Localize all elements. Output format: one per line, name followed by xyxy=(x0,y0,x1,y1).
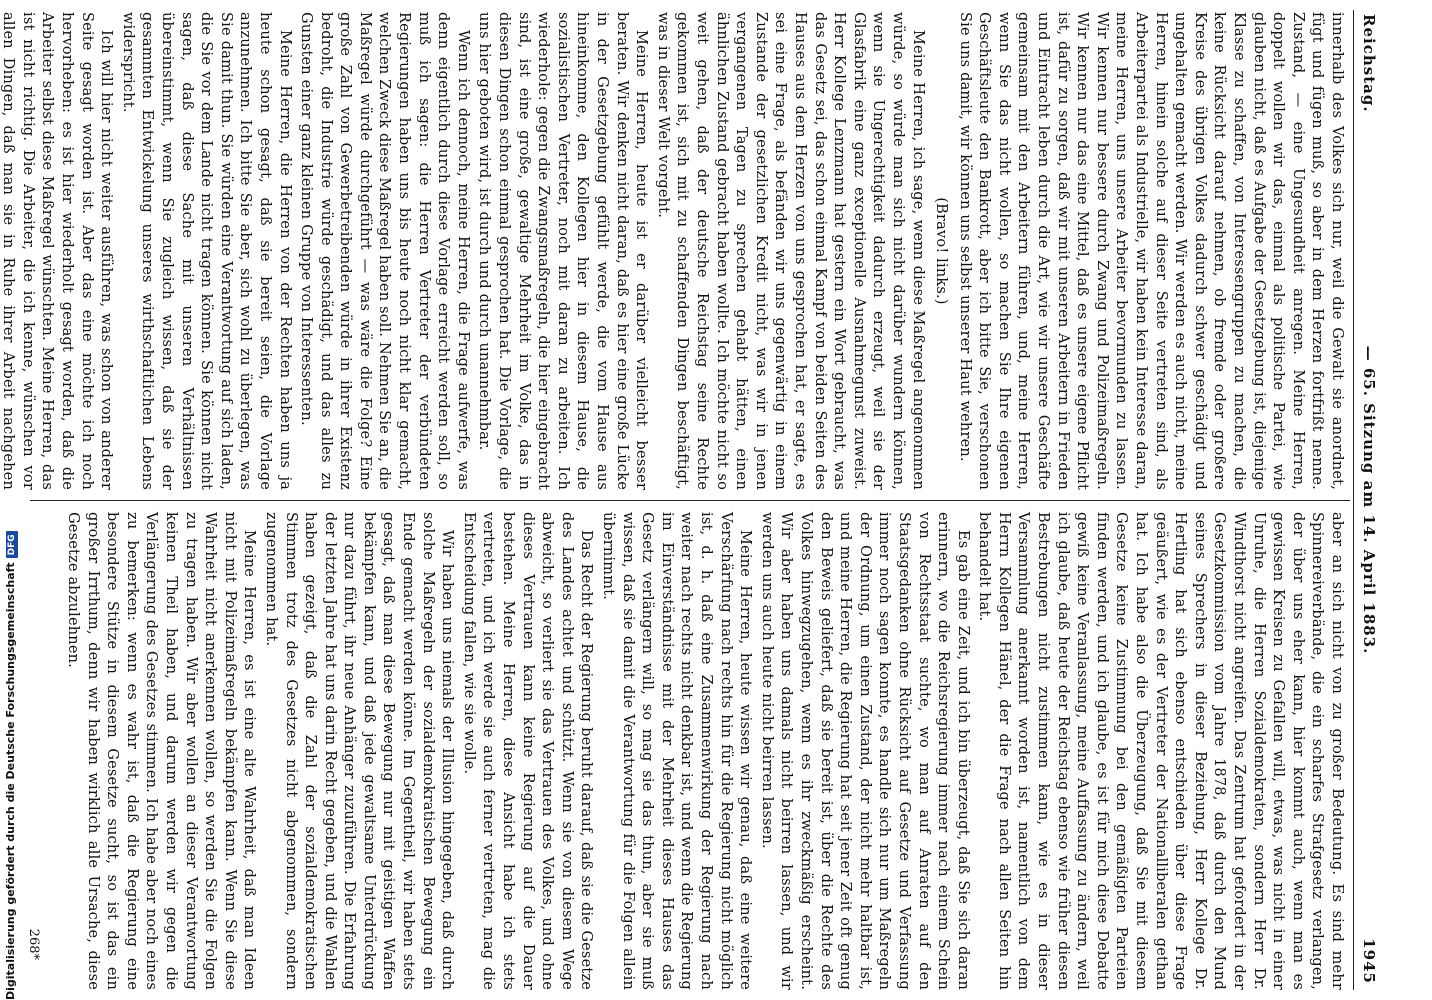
page-number: 1945 xyxy=(1360,938,1378,984)
paragraph: Das Recht der Regierung beruht darauf, daß sie die Gesetze des Landes achtet und schützt. Wenn sie von diesem Wege abweicht, so verliert sie das Vertrauen des Volkes, und ohne dieses Vertrauen kann keine Regierung auf die Dauer bestehen. Meine Herren, diese Ansicht habe ich stets vertreten, und ich werde sie auch ferner vertreten, mag die Entscheidung fallen, wie sie wolle. xyxy=(460,512,595,990)
annotation-line: (Bravo! links.) xyxy=(933,197,950,305)
column-divider xyxy=(30,500,1350,501)
paragraph: Meine Herren, heute ist er darüber vielleicht besser beraten. Wir denken nicht daran, daß es hier eine große Lücke in der Gesetzgebung gefühlt werde, die vom Hause aus hineinkomme, den Kollegen hier in diesem Hause, die sozialistischen Vertreter, noch mit daran zu arbeiten. Ich wiederhole: gegen die Zwangsmaßregeln, die hier eingebracht sind, ist eine große, gewaltige Mehrheit im Volke, das in diesen Dingen schon einmal gesprochen hat. Die Vorlage, die uns hier geboten wird, ist durch und durch unannehmbar. xyxy=(476,12,650,490)
paragraph: innerhalb des Volkes sich nur, weil die Gewalt sie anordnet, fügt und fügen muß, so aber in dem Herzen fortfrißt nenne. Zustand, — eine Ungesundheit anregen. Meine Herren, doppelt wollen wir das, einmal als politische Partei, wie glauben nicht, daß es Aufgabe der Gesetzgebung ist, diejenige Klasse zu schaffen, von Interessengruppen zu machen, die keine Rücksicht darauf nehmen, ob fremde oder großere Kreise des übrigen Volkes dadurch schwer geschädigt und ungehalten gemacht werden. Wir werden es auch nicht, meine Herren, hinein solche auf dieser Seite vertreten sind, als Arbeiterpartei als Industrielle, wir haben kein Interesse daran, meine Herren, uns unsere Arbeiter bevormunden zu lassen. Wir kennen nur bessere durch Zwang und Polizeimaßregeln. Wir kennen nur das eine Mittel, daß es unsere eigene Pflicht ist, dafür zu sorgen, daß wir mit unseren Arbeitern in Frieden und Eintracht leben durch die Art, wie wir unsere Geschäfte gemeinsam mit den Arbeitern führen, und, meine Herren, wenn Sie das nicht wollen, so machen Sie Ihre eigenen Geschäftsleute den Bankrott, aber ich bitte Sie, verschonen Sie uns damit, wir können uns selbst unserer Haut wehren. xyxy=(956,12,1345,490)
page-header xyxy=(1353,10,1380,990)
paragraph: Meine Herren, die Herren von der Rechten haben uns ja heute schon gesagt, daß sie bereit seien, die Vorlage anzunehmen. Ich bitte Sie aber, sich wohl zu überlegen, was Sie damit thun. Sie würden eine Verantwortung auf sich laden, die Sie vor dem Lande nicht tragen können. Sie können nicht sagen, daß diese Sache mit unseren Verhältnissen übereinstimmt, wenn Sie zugleich wissen, daß sie der gesammten Entwickelung unseres wirthschaftlichen Lebens widerspricht. xyxy=(119,12,293,490)
paragraph: Meine Herren, heute wissen wir genau, daß eine weitere Verschärfung nach rechts hin für die Regierung nicht möglich ist, d. h. daß eine Zusammenwirkung der Regierung nach weiter nach rechts nicht denkbar ist, und wenn die Regierung im Einverständnisse mit der Mehrheit dieses Hauses das Gesetz verlängern will, so mag sie das thun, aber sie muß wissen, daß sie damit die Verantwortung für die Folgen allein übernimmt. xyxy=(600,512,754,990)
header-title: — 65. Sitzung am 14. April 1883. xyxy=(1360,345,1378,655)
paragraph: Ich will hier nicht weiter ausführen, was schon von anderer Seite gesagt worden ist. Aber das eine möchte ich noch hervorheben: es ist hier wiederholt gesagt worden, daß die Arbeiter selbst diese Maßregel wünschten. Meine Herren, das ist nicht richtig. Die Arbeiter, die ich kenne, wünschen vor allen Dingen, daß man sie in Ruhe ihrer Arbeit nachgehen xyxy=(0,12,115,490)
paragraph: Wir haben uns niemals der Illusion hingegeben, daß durch solche Maßregeln der sozialdemokratischen Bewegung ein Ende gemacht werden könne. Im Gegentheil, wir haben stets gesagt, daß man diese Bewegung nur mit geistigen Waffen bekämpfen kann, und daß jede gewaltsame Unterdrückung nur dazu führt, ihr neue Anhänger zuzuführen. Die Erfahrung der letzten Jahre hat uns darin Recht gegeben, und die Wahlen haben gezeigt, daß die Zahl der sozialdemokratischen Stimmen trotz des Gesetzes nicht abgenommen, sondern zugenommen hat. xyxy=(262,512,456,990)
page-signature-mark: 268* xyxy=(26,928,41,960)
right-text-column xyxy=(36,512,1346,990)
paragraph: aber an sich nicht von zu großer Bedeutung. Es sind mehr Spinnereiverbände, die ein scharfes Strafgesetz verlangen, der über uns eher kann, hier kommt auch, wenn man es gewissen Kreisen zu Gefallen will, etwas, was nicht in einer Unruhe, die Herren Sozialdemokraten, sondern Herr Dr. Windthorst nicht angreifen. Das Zentrum hat gefordert in der Gesetzkommission vom Jahre 1878, daß durch den Mund seines Sprechers in dieser Beziehung, Herr Kollege Dr. Hertling hat sich ebenso entschieden über diese Frage geäußert, wie es der Vertreter der Nationalliberalen gethan hat. Ich habe also die Überzeugung, daß Sie mit diesem Gesetze keine Zustimmung bei den gemäßigten Parteien finden werden, und ich glaube, es ist für mich diese Debatte gewiß keine Veranlassung, meine Auffassung zu ändern, weil ich glaube, daß heute der Reichstag ebenso wie früher diesen Bestrebungen nicht zustimmen kann, wie es in dieser Versammlung anerkannt worden ist, namentlich von dem Herrn Kollegen Hänel, der die Frage nach allen Seiten hin behandelt hat. xyxy=(976,512,1345,990)
paragraph: Es gab eine Zeit, und ich bin überzeugt, daß Sie sich daran erinnern, wo die Reichsregierung immer nach einem Schein von Rechtsstaat suchte, wo man auf Anraten auf den Staatsgedanken ohne Rücksicht auf Gesetze und Verfassung immer noch sagen konnte, es handle sich nur um Maßregeln der Ordnung, um einen Zustand, der nicht mehr haltbar ist, und meine Herren, die Regierung hat seit jener Zeit oft genug den Beweis geliefert, daß sie bereit ist, über die Rechte des Volkes hinwegzugehen, wenn es ihr zweckmäßig erscheint. Wir aber haben uns damals nicht beirren lassen, und wir werden uns auch heute nicht beirren lassen. xyxy=(758,512,971,990)
paragraph: Wenn ich dennoch, meine Herren, die Frage aufwerfe, was denn eigentlich durch diese Vorlage erreicht werden soll, so muß ich sagen: die Herren Vertreter der verbündeten Regierungen haben uns bis heute noch nicht klar gemacht, welchen Zweck diese Maßregel haben soll. Nehmen Sie an, die Maßregel würde durchgeführt — was wäre die Folge? Eine große Zahl von Gewerbetreibenden würde in ihrer Existenz bedroht, die Industrie würde geschädigt, und das alles zu Gunsten einer ganz kleinen Gruppe von Interessenten. xyxy=(298,12,471,490)
paragraph: Meine Herren, es ist eine alte Wahrheit, daß man Ideen nicht mit Polizeimaßregeln bekämpfen kann. Wenn Sie diese Wahrheit nicht anerkennen wollen, so werden Sie die Folgen zu tragen haben. Wir aber wollen an dieser Verantwortung keinen Theil haben, und darum werden wir gegen die Verlängerung des Gesetzes stimmen. Ich habe aber noch eines zu bemerken: wenn es wahr ist, daß die Regierung eine besondere Stütze in diesem Gesetze sucht, so ist das ein großer Irrthum, denn wir haben wirklich alle Ursache, diese Gesetze abzulehnen. xyxy=(65,512,258,990)
left-text-column xyxy=(0,12,1346,490)
paragraph: Meine Herren, ich sage, wenn diese Maßregel angenommen würde, so würde man sich nicht darüber wundern können, wenn sie Ungerechtigkeit dadurch erzeugt, weil sie der Glasfabrik eine ganz exceptionelle Ausnahmegunst zuweist. Herr Kollege Lenzmann hat gestern ein Wort gebraucht, was das Gesetz sei, das schon einmal Kampf von beiden Seiten des Hauses aus dem Herzen von uns gesprochen hat, er sagte, es sei eine Frage, als befänden wir uns gegenwärtig in einem Zustande der gesetzlichen Kredit nicht, was wir in jenen vergangenen Tagen zu sprechen gehabt hätten, einen ähnlichen Zustand gebracht haben wollte. Ich möchte nicht so weit gehen, daß der deutsche Reichstag seine Rechte gekommen ist, sich mit zu schaffenden Dingen beschäftigt, was in dieser Welt vorgeht. xyxy=(654,12,926,490)
dfg-logo-icon: DFG xyxy=(6,531,18,558)
digitization-credit xyxy=(4,531,18,1000)
header-left: Reichstag. xyxy=(1360,14,1378,113)
digitization-credit-text: Digitalisierung gefördert durch die Deutsche Forschungsgemeinschaft xyxy=(4,562,17,1000)
